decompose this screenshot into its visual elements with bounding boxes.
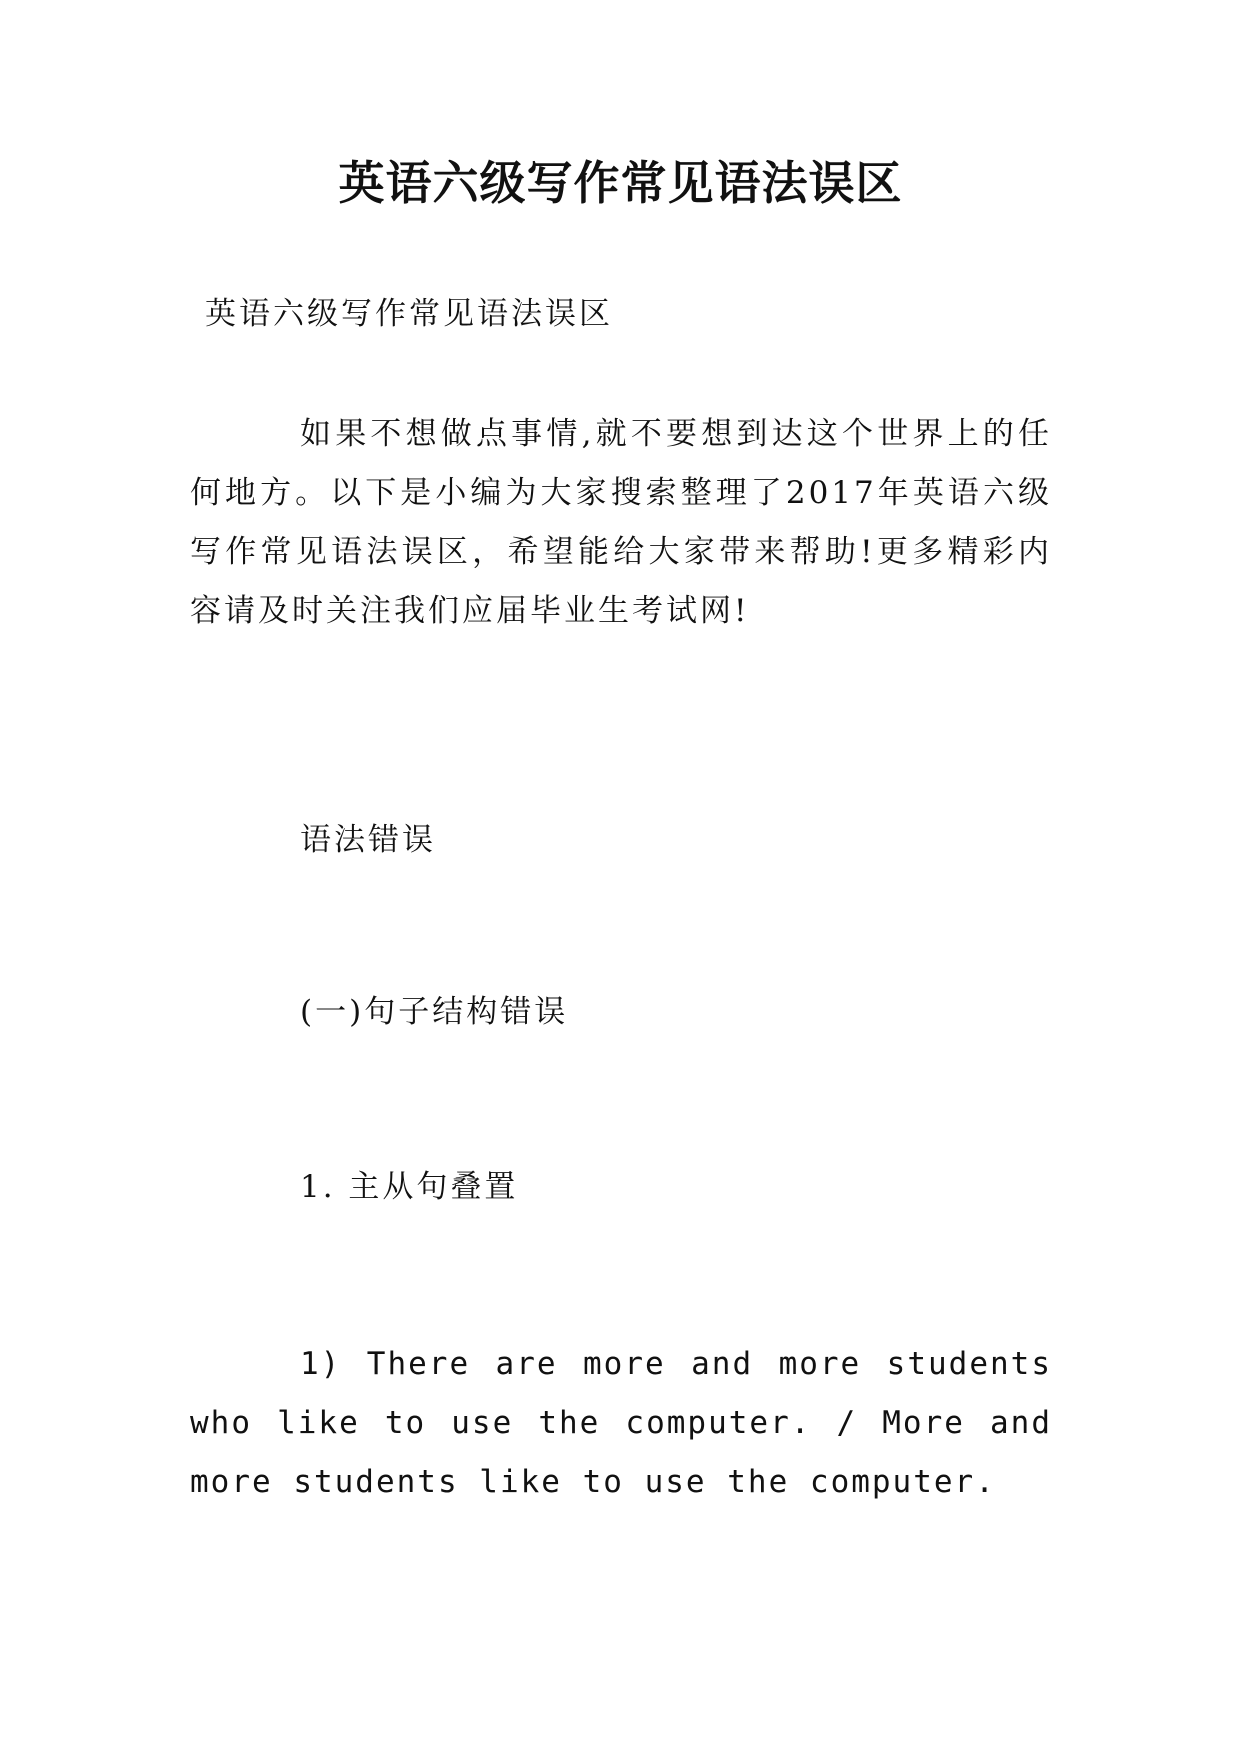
intro-paragraph: 如果不想做点事情,就不要想到达这个世界上的任何地方。以下是小编为大家搜索整理了2017年英语六级写作常见语法误区，希望能给大家带来帮助!更多精彩内容请及时关注我们应届毕业生考试网! (190, 416, 1052, 629)
subsection-heading-sentence-structure: (一)句子结构错误 (300, 994, 569, 1030)
document-title: 英语六级写作常见语法误区 (338, 156, 903, 210)
example-sentence: 1) There are more and more students who like to use the computer. / More and more students like to use the computer. (190, 1346, 1052, 1500)
document-subtitle: 英语六级写作常见语法误区 (205, 296, 613, 332)
section-heading-grammar-errors: 语法错误 (300, 822, 436, 858)
item-heading-clause-overlap: 1. 主从句叠置 (300, 1169, 519, 1205)
